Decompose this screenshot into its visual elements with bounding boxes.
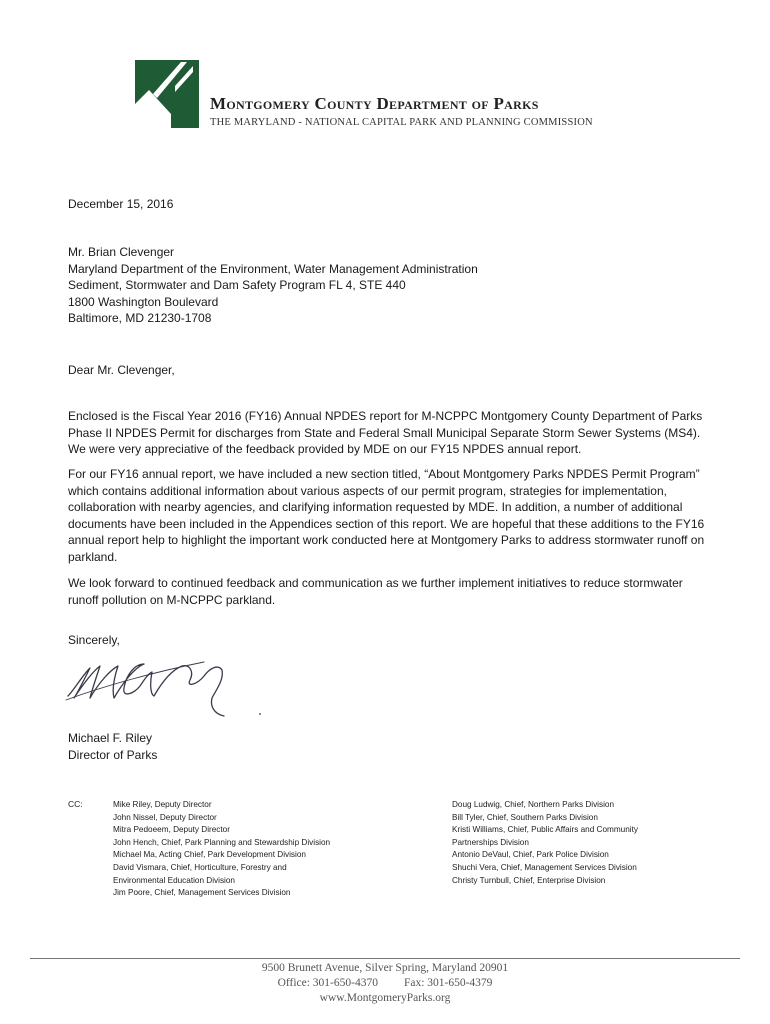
handwritten-signature bbox=[64, 654, 274, 724]
cc-entry: Antonio DeVaul, Chief, Park Police Division bbox=[452, 850, 609, 860]
signer-title: Director of Parks bbox=[68, 747, 158, 762]
footer-office-phone: Office: 301-650-4370 bbox=[277, 977, 378, 989]
cc-list-left bbox=[113, 799, 330, 900]
cc-entry: Partnerships Division bbox=[452, 837, 529, 847]
footer-fax: Fax: 301-650-4379 bbox=[403, 977, 493, 989]
recipient-line: Baltimore, MD 21230-1708 bbox=[68, 311, 212, 326]
body-paragraph: For our FY16 annual report, we have included a new section titled, “About Montgomery Parks NPDES Permit Program” which contains additional information about various aspects of our permit program, strategies for implementation, collaboration with nearby agencies, and clarifying information requested by MDE. In addition, a number of additional documents have been included in the Appendices section of this report. We are hopeful that these additions to the FY16 annual report help to highlight the important work conducted here at Montgomery Parks to address stormwater runoff on parkland. bbox=[68, 467, 705, 564]
cc-list-right bbox=[452, 799, 638, 887]
recipient-line: Sediment, Stormwater and Dam Safety Program FL 4, STE 440 bbox=[68, 278, 406, 293]
recipient-line: Mr. Brian Clevenger bbox=[68, 245, 175, 259]
recipient-line: 1800 Washington Boulevard bbox=[68, 294, 219, 309]
cc-entry: John Nissel, Deputy Director bbox=[113, 812, 217, 822]
footer-contact bbox=[0, 977, 770, 989]
footer-address: 9500 Brunett Avenue, Silver Spring, Maryland 20901 bbox=[261, 962, 509, 974]
signer-name: Michael F. Riley bbox=[68, 731, 153, 745]
cc-entry: Michael Ma, Acting Chief, Park Development Division bbox=[113, 850, 306, 860]
cc-entry: John Hench, Chief, Park Planning and Stewardship Division bbox=[113, 837, 331, 847]
body-paragraph: We look forward to continued feedback and communication as we further implement initiatives to reduce stormwater runoff pollution on M-NCPPC parkland. bbox=[68, 576, 683, 607]
closing: Sincerely, bbox=[68, 633, 120, 647]
cc-entry: Bill Tyler, Chief, Southern Parks Division bbox=[452, 812, 598, 822]
cc-entry: Mike Riley, Deputy Director bbox=[113, 800, 212, 809]
cc-entry: Doug Ludwig, Chief, Northern Parks Division bbox=[452, 800, 615, 809]
salutation: Dear Mr. Clevenger, bbox=[68, 363, 175, 377]
body-paragraph: Enclosed is the Fiscal Year 2016 (FY16) Annual NPDES report for M-NCPPC Montgomery County Department of Parks Phase II NPDES Permit for discharges from State and Federal Small Municipal Separate Storm Sewer Systems (MS4). We were very appreciative of the feedback provided by MDE on our FY15 NPDES annual report. bbox=[68, 409, 703, 457]
letter-date: December 15, 2016 bbox=[68, 197, 174, 211]
cc-entry: Kristi Williams, Chief, Public Affairs and Community bbox=[452, 825, 638, 835]
parks-logo bbox=[135, 60, 199, 128]
footer-divider bbox=[30, 958, 740, 959]
cc-entry: Shuchi Vera, Chief, Management Services Division bbox=[452, 862, 637, 872]
cc-entry: Mitra Pedoeem, Deputy Director bbox=[113, 825, 230, 835]
organization-subtitle: THE MARYLAND - NATIONAL CAPITAL PARK AND PLANNING COMMISSION bbox=[210, 117, 593, 128]
recipient-line: Maryland Department of the Environment, Water Management Administration bbox=[68, 261, 478, 276]
footer-website: www.MontgomeryParks.org bbox=[319, 992, 451, 1004]
organization-name: Montgomery County Department of Parks bbox=[210, 94, 539, 113]
cc-entry: Jim Poore, Chief, Management Services Division bbox=[113, 888, 291, 898]
cc-entry: David Vismara, Chief, Horticulture, Forestry and bbox=[113, 862, 287, 872]
cc-label: CC: bbox=[68, 799, 83, 809]
cc-entry: Environmental Education Division bbox=[113, 875, 235, 885]
cc-entry: Christy Turnbull, Chief, Enterprise Division bbox=[452, 875, 606, 885]
recipient-address bbox=[68, 244, 478, 327]
signer-block bbox=[68, 730, 157, 763]
